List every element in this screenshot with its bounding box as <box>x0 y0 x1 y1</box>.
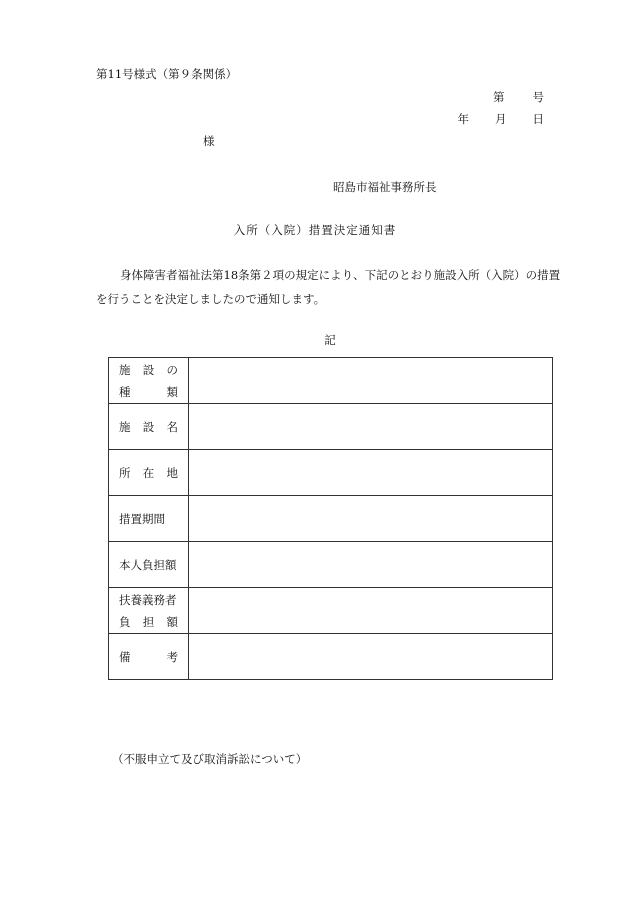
row-label-line <box>119 381 178 403</box>
row-label-char: の <box>166 362 178 377</box>
ref-kanji-go: 号 <box>532 90 544 104</box>
form-number: 第11号様式（第９条関係） <box>96 67 238 81</box>
row-value[interactable] <box>189 542 553 588</box>
row-label-char: 考 <box>166 649 178 664</box>
body-text: 身体障害者福祉法第18条第２項の規定により、下記のとおり施設入所（入院）の措置を行うことを決定しましたので通知します。 <box>96 268 561 306</box>
row-label-char: 本人負担額 <box>119 557 177 572</box>
row-label <box>109 588 189 634</box>
row-label-char: 地 <box>166 465 178 480</box>
details-table <box>108 357 553 680</box>
row-label-line <box>119 508 178 530</box>
row-value[interactable] <box>189 358 553 404</box>
row-label-char: 所 <box>119 465 131 480</box>
table-row <box>109 588 553 634</box>
row-label-char: 措置期間 <box>119 511 165 526</box>
row-label-char: 設 <box>142 362 155 377</box>
ref-kanji-dai: 第 <box>493 90 505 104</box>
row-label-line <box>119 611 178 633</box>
row-label-char: 設 <box>142 419 155 434</box>
ki-label: 記 <box>324 333 336 347</box>
row-value[interactable] <box>189 450 553 496</box>
row-label-char: 備 <box>119 649 131 664</box>
row-label-line <box>119 359 178 381</box>
row-label-char: 施 <box>119 362 131 377</box>
table-row <box>109 358 553 404</box>
row-value[interactable] <box>189 496 553 542</box>
row-label <box>109 450 189 496</box>
row-value[interactable] <box>189 634 553 680</box>
row-label <box>109 634 189 680</box>
row-label <box>109 496 189 542</box>
row-label-line <box>119 554 178 576</box>
row-label-line <box>119 646 178 668</box>
table-row <box>109 634 553 680</box>
row-label-char: 扶養義務者 <box>119 592 177 607</box>
date-month: 月 <box>495 112 507 126</box>
sender: 昭島市福祉事務所長 <box>333 180 437 194</box>
date-year: 年 <box>457 112 469 126</box>
table-row <box>109 404 553 450</box>
row-label-char: 施 <box>119 419 131 434</box>
row-label-char: 担 <box>142 614 155 629</box>
table-row <box>109 450 553 496</box>
row-label <box>109 358 189 404</box>
date-line <box>458 112 545 126</box>
row-label <box>109 404 189 450</box>
row-value[interactable] <box>189 588 553 634</box>
table-row <box>109 496 553 542</box>
row-label-char: 名 <box>166 419 178 434</box>
row-label <box>109 542 189 588</box>
row-label-char: 負 <box>119 614 131 629</box>
row-label-char: 種 <box>119 384 131 399</box>
row-value[interactable] <box>189 404 553 450</box>
addressee: 様 <box>203 134 215 148</box>
row-label-char: 額 <box>166 614 178 629</box>
reference-number <box>493 90 544 104</box>
row-label-char: 類 <box>166 384 178 399</box>
row-label-line <box>119 462 178 484</box>
row-label-line <box>119 416 178 438</box>
date-day: 日 <box>532 112 544 126</box>
row-label-line <box>119 589 178 611</box>
table-row <box>109 542 553 588</box>
document-title: 入所（入院）措置決定通知書 <box>233 223 397 237</box>
row-label-char: 在 <box>142 465 155 480</box>
footer-note: （不服申立て及び取消訴訟について） <box>112 752 308 766</box>
